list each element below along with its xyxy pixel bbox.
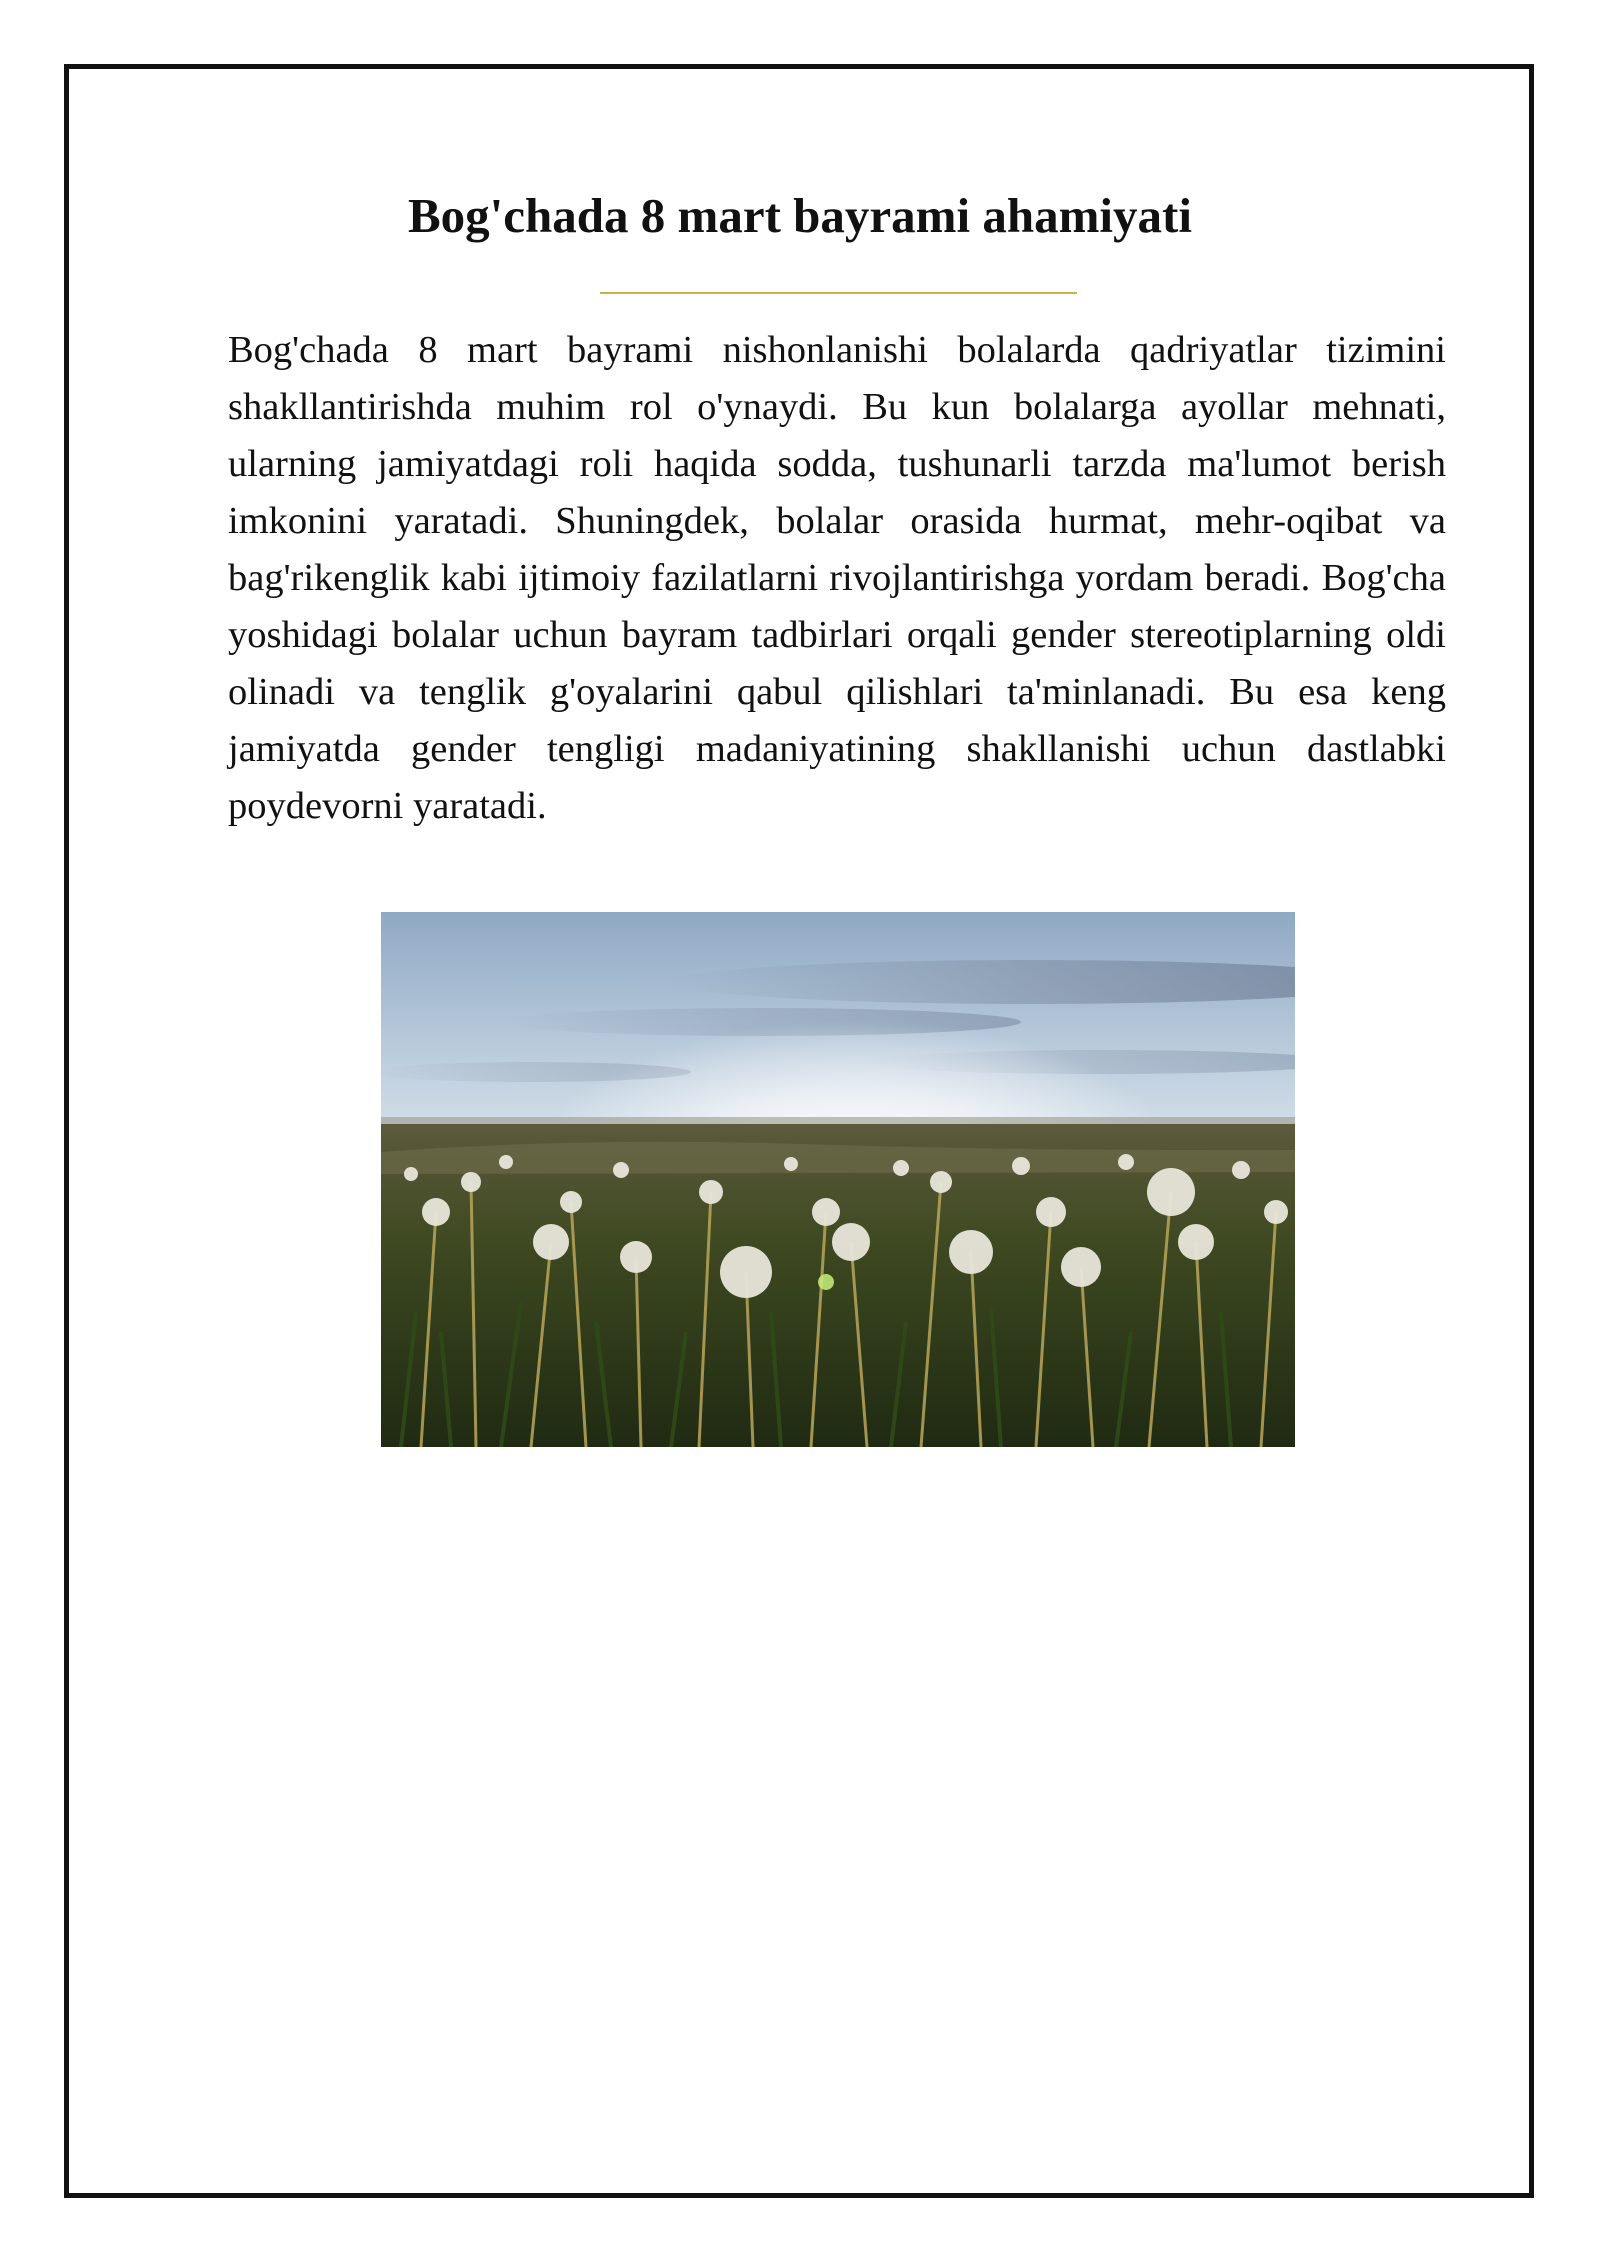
dandelion-field-illustration bbox=[381, 912, 1295, 1447]
page-title: Bog'chada 8 mart bayrami ahamiyati bbox=[408, 188, 1192, 243]
title-divider bbox=[600, 292, 1077, 294]
body-paragraph: Bog'chada 8 mart bayrami nishonlanishi bolalarda qadriyatlar tizimini shakllantirishda muhim rol o'ynaydi. Bu kun bolalarga ayollar mehnati, ularning jamiyatdagi roli haqida sodda, tushunarli tarzda ma'lumot berish imkonini yaratadi. Shuningdek, bolalar orasida hurmat, mehr-oqibat va bag'rikenglik kabi ijtimoiy fazilatlarni rivojlantirishga yordam beradi. Bog'cha yoshidagi bolalar uchun bayram tadbirlari orqali gender stereotiplarning oldi olinadi va tenglik g'oyalarini qabul qilishlari ta'minlanadi. Bu esa keng jamiyatda gender tengligi madaniyatining shakllanishi uchun dastlabki poydevorni yaratadi. bbox=[228, 329, 1446, 827]
dandelion-field-photo bbox=[381, 912, 1295, 1447]
